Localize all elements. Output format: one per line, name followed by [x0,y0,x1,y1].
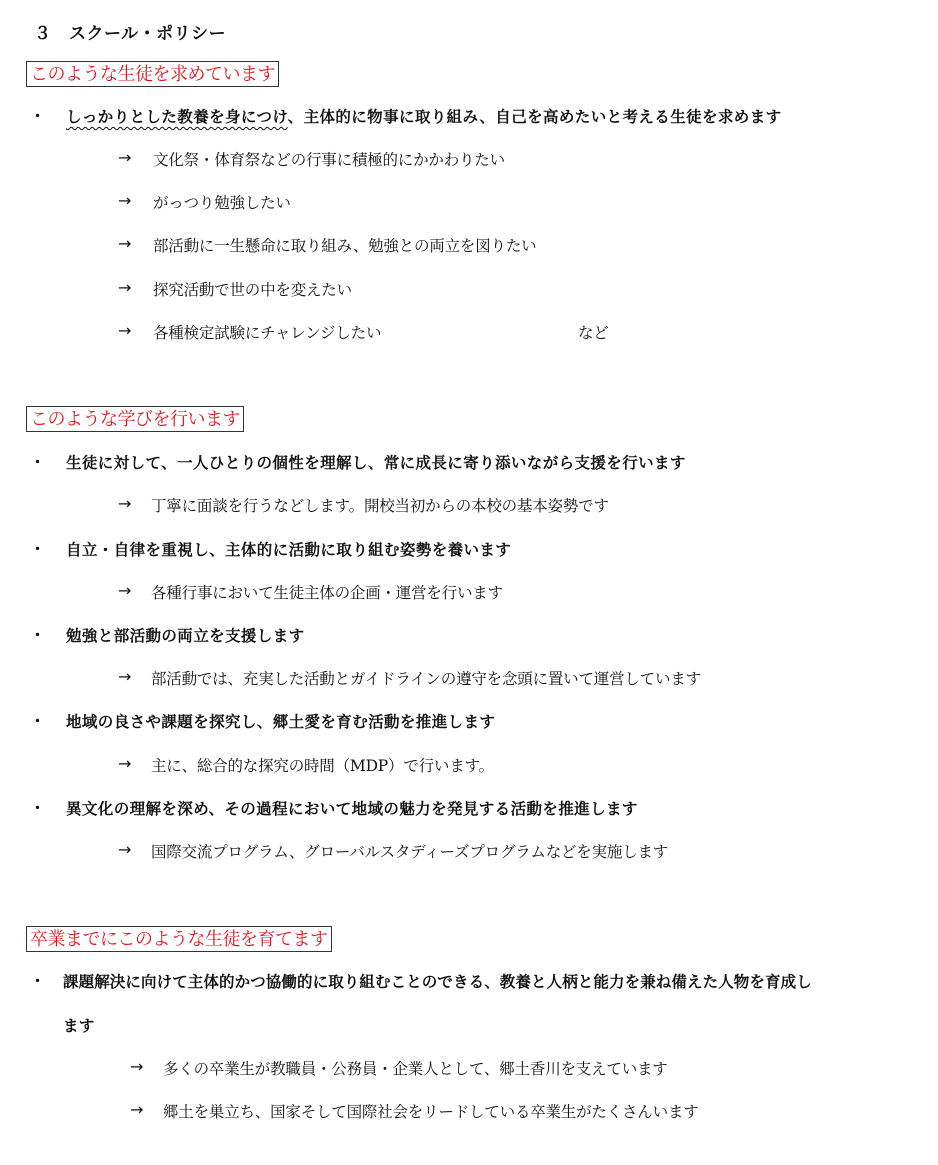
section-title-graduates: 卒業までにこのような生徒を育てます [26,926,332,952]
arrow-icon: → [118,667,132,686]
section3-item: 郷土を巣立ち、国家そして国際社会をリードしている卒業生がたくさんいます [163,1103,699,1121]
page-heading: ３ スクール・ポリシー [34,24,227,44]
section2-sub-item: 国際交流プログラム、グローバルスタディーズプログラムなどを実施します [151,843,669,861]
arrow-icon: → [118,234,132,253]
arrow-icon: → [118,191,132,210]
arrow-icon: → [130,1100,144,1119]
arrow-icon: → [130,1057,144,1076]
section2-main-item: 生徒に対して、一人ひとりの個性を理解し、常に成長に寄り添いながら支援を行います [66,454,686,472]
arrow-icon: → [118,840,132,859]
section2-main-item: 異文化の理解を深め、その過程において地域の魅力を発見する活動を推進します [66,800,638,818]
arrow-icon: → [118,494,132,513]
section-title-learning: このような学びを行います [26,406,244,432]
arrow-icon: → [118,321,132,340]
section1-item: 部活動に一生懸命に取り組み、勉強との両立を図りたい [153,237,537,255]
section2-main-item: 地域の良さや課題を探究し、郷土愛を育む活動を推進します [66,713,496,731]
section1-bullet-rest: 、主体的に物事に取り組み、自己を高めたいと考える生徒を求めます [287,108,782,126]
bullet-marker: ・ [30,799,46,817]
bullet-marker: ・ [30,107,46,125]
arrow-icon: → [118,581,132,600]
bullet-marker: ・ [30,712,46,730]
bullet-marker: ・ [30,626,46,644]
section1-bullet-text [66,105,782,127]
section1-item: 文化祭・体育祭などの行事に積極的にかかわりたい [153,151,505,169]
section3-bullet-line2: ます [63,1017,95,1035]
section2-sub-item: 丁寧に面談を行うなどします。開校当初からの本校の基本姿勢です [151,497,609,515]
section3-bullet-line1: 課題解決に向けて主体的かつ協働的に取り組むことのできる、教養と人柄と能力を兼ね備えた人物を育成し [63,973,812,991]
section1-bullet-underlined: しっかりとした教養を身につけ [66,108,288,126]
section-title-seeking-students: このような生徒を求めています [26,61,279,87]
arrow-icon: → [118,754,132,773]
section2-main-item: 勉強と部活動の両立を支援します [66,627,305,645]
section2-main-item: 自立・自律を重視し、主体的に活動に取り組む姿勢を養います [66,541,512,559]
bullet-marker: ・ [30,540,46,558]
section2-sub-item: 各種行事において生徒主体の企画・運営を行います [151,584,503,602]
section1-item: 探究活動で世の中を変えたい [153,281,352,299]
arrow-icon: → [118,148,132,167]
section1-item: 各種検定試験にチャレンジしたい [153,324,382,342]
section1-trailing-etc: など [578,324,609,342]
arrow-icon: → [118,278,132,297]
section2-sub-item: 主に、総合的な探究の時間（MDP）で行います。 [151,757,494,775]
section1-item: がっつり勉強したい [153,194,291,212]
section3-item: 多くの卒業生が教職員・公務員・企業人として、郷土香川を支えています [163,1060,668,1078]
section2-sub-item: 部活動では、充実した活動とガイドラインの遵守を念頭に置いて運営しています [151,670,701,688]
bullet-marker: ・ [30,453,46,471]
bullet-marker: ・ [30,972,46,990]
